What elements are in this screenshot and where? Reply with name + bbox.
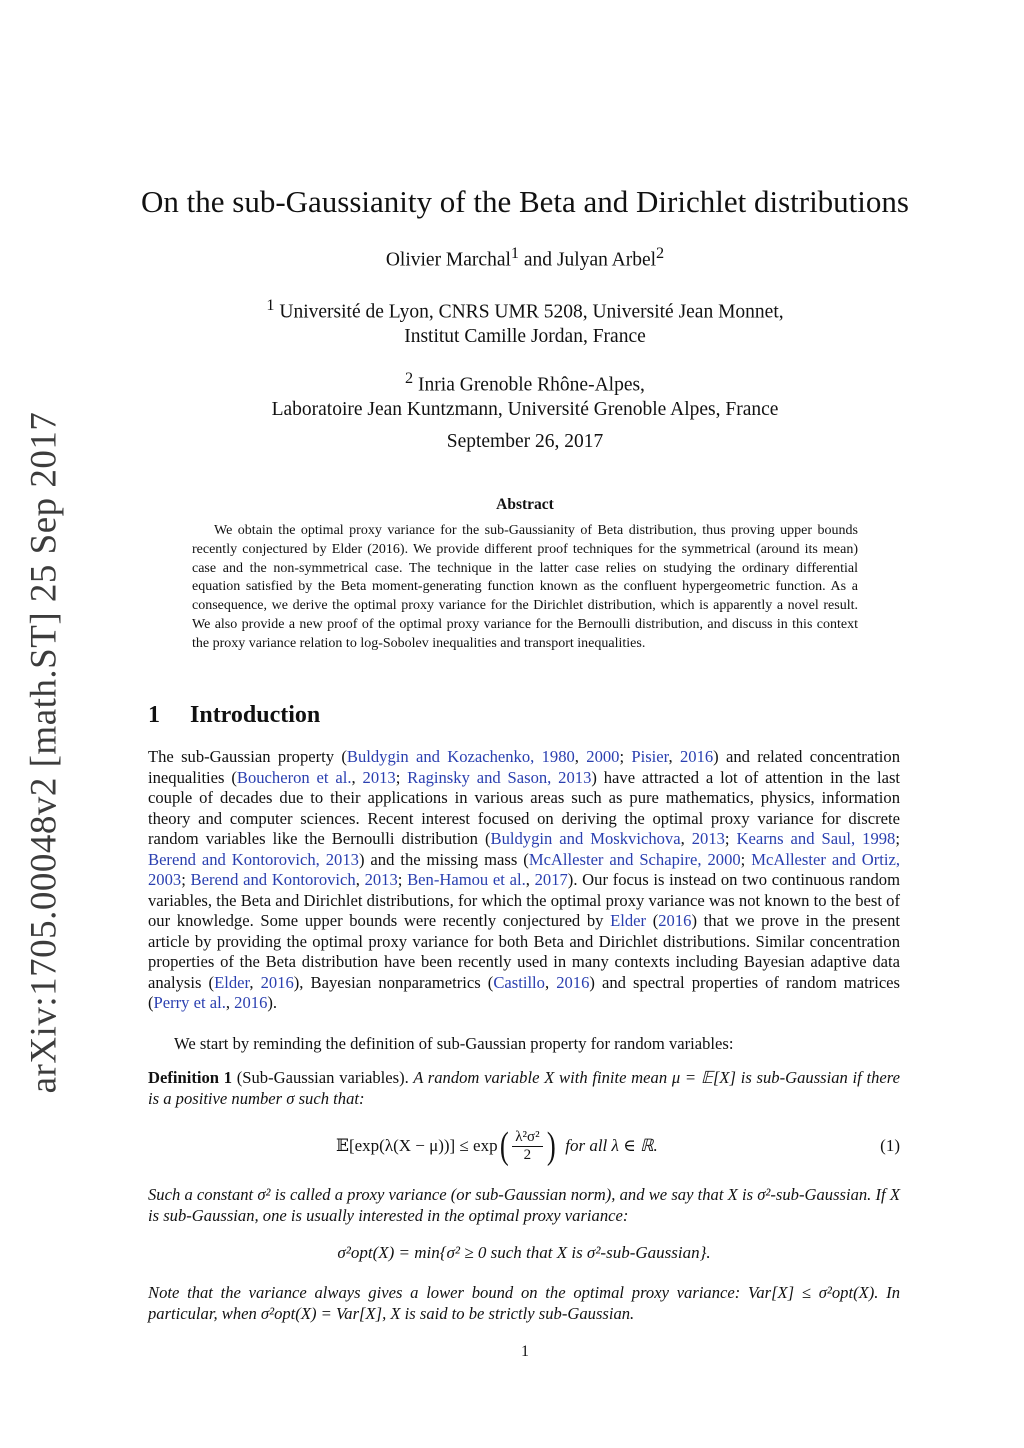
definition-text: A random variable X with finite mean μ = 𝔼[X] is sub-Gaussian if there is a positive number σ such that: (148, 1068, 900, 1108)
arxiv-identifier-stamp (16, 411, 72, 1094)
note-paragraph: Note that the variance always gives a lower bound on the optimal proxy variance: Var[X] ≤ σ²opt(X). In particular, when σ²opt(X) = Var[X], X is said to be strictly sub-Gaussian. (148, 1283, 900, 1323)
citation-link[interactable]: Perry et al. (153, 993, 226, 1012)
affiliation-2 (100, 366, 950, 422)
definition-name: (Sub-Gaussian variables). (236, 1068, 409, 1087)
author-name: Olivier Marchal (385, 249, 511, 271)
citation-link[interactable]: 2013 (362, 767, 396, 787)
arxiv-id-text: arXiv:1705.00048v2 [math.ST] 25 Sep 2017 (23, 411, 65, 1094)
citation-link[interactable]: 2016 (679, 747, 714, 766)
author-name: Julyan Arbel (556, 249, 657, 271)
paren-left: ( (499, 1125, 509, 1167)
equation-tag: (1) (880, 1136, 900, 1155)
affiliation-line: Université de Lyon, CNRS UMR 5208, Université Jean Monnet, (279, 301, 784, 323)
citation-link[interactable]: 2000 (586, 747, 620, 766)
introduction-paragraph: The sub-Gaussian property (Buldygin and Kozachenko, 1980, 2000; Pisier, 2016) and related concentration inequalities (Boucheron et al., 2013; Raginsky and Sason, 2013) have attracted a lot of attention in the last couple of decades due to their applications in various areas such as pure mathematics, physics, information theory and computer sciences. Recent interest focused on deriving the optimal proxy variance for discrete random variables like the Bernoulli distribution (Buldygin and Moskvichova, 2013; Kearns and Saul, 1998; Berend and Kontorovich, 2013) and the missing mass (McAllester and Schapire, 2000; McAllester and Ortiz, 2003; Berend and Kontorovich, 2013; Ben-Hamou et al., 2017). Our focus is instead on two continuous random variables, the Beta and Dirichlet distributions, for which the optimal proxy variance was not known to the best of our knowledge. Some upper bounds were recently conjectured by Elder (2016) that we prove in the present article by providing the optimal proxy variance for both Beta and Dirichlet distributions. Similar concentration properties of the Beta distribution have been recently used in many contexts including Bayesian adaptive data analysis (Elder, 2016), Bayesian nonparametrics (Castillo, 2016) and spectral properties of random matrices (Perry et al., 2016). (148, 747, 901, 1012)
affiliation-line: Institut Camille Jordan, France (404, 325, 646, 347)
citation-link[interactable]: 2016 (234, 993, 268, 1012)
page-number: 1 (521, 1343, 529, 1360)
citation-link[interactable]: Boucheron et al. (236, 767, 352, 787)
citation-link[interactable]: 2016 (658, 911, 692, 930)
equation-optimal-proxy: σ²opt(X) = min{σ² ≥ 0 such that X is σ²-sub-Gaussian}. (337, 1243, 711, 1262)
citation-link[interactable]: Berend and Kontorovich, 2013 (148, 849, 359, 869)
citation-link[interactable]: Elder (610, 911, 647, 930)
section-heading (148, 702, 320, 729)
abstract-heading: Abstract (496, 496, 554, 513)
citation-link[interactable]: 2017 (534, 870, 568, 889)
fraction-numerator: λ²σ² (512, 1129, 542, 1147)
author-affiliation-mark: 2 (656, 244, 665, 262)
citation-link[interactable]: McAllester and Schapire, 2000 (528, 849, 741, 869)
definition-label: Definition 1 (148, 1068, 233, 1087)
section-title: Introduction (190, 702, 321, 728)
citation-link[interactable]: McAllester and Ortiz, 2003 (148, 849, 900, 889)
publication-date: September 26, 2017 (446, 431, 604, 452)
proxy-variance-paragraph: Such a constant σ² is called a proxy variance (or sub-Gaussian norm), and we say that X is σ²-sub-Gaussian. If X is sub-Gaussian, one is usually interested in the optimal proxy variance: (148, 1185, 900, 1225)
definition-lead-paragraph: We start by reminding the definition of sub-Gaussian property for random variables: (174, 1034, 734, 1053)
citation-link[interactable]: Buldygin and Kozachenko, 1980 (346, 747, 575, 766)
affiliation-line: Inria Grenoble Rhône-Alpes, (418, 374, 645, 396)
affiliation-line: Laboratoire Jean Kuntzmann, Université Grenoble Alpes, France (271, 398, 779, 420)
citation-link[interactable]: Pisier (631, 747, 669, 766)
citation-link[interactable]: 2013 (691, 829, 725, 848)
fraction (512, 1129, 542, 1164)
citation-link[interactable]: Kearns and Saul, 1998 (736, 829, 896, 848)
citation-link[interactable]: Castillo (493, 972, 545, 992)
citation-link[interactable]: Berend and Kontorovich (190, 870, 356, 889)
equation-condition: for all λ ∈ ℝ. (565, 1136, 658, 1155)
author-separator: and (519, 249, 557, 271)
citation-link[interactable]: Buldygin and Moskvichova (490, 829, 681, 848)
citation-link[interactable]: Raginsky and Sason, 2013 (407, 767, 592, 787)
author-list (100, 244, 950, 272)
citation-link[interactable]: 2016 (260, 972, 294, 992)
citation-link[interactable]: 2013 (364, 870, 398, 889)
section-number: 1 (148, 702, 160, 728)
equation-1 (148, 1122, 900, 1170)
equation-lhs: 𝔼[exp(λ(X − μ))] ≤ exp (336, 1136, 498, 1155)
citation-link[interactable]: Elder (214, 972, 250, 992)
citation-link[interactable]: Ben-Hamou et al. (407, 870, 526, 889)
paper-title: On the sub-Gaussianity of the Beta and Dirichlet distributions (141, 184, 909, 219)
affiliation-mark: 2 (405, 369, 414, 387)
affiliation-mark: 1 (266, 296, 275, 314)
definition-block (148, 1068, 900, 1109)
abstract-text: We obtain the optimal proxy variance for the sub-Gaussianity of Beta distribution, thus proving upper bounds recently conjectured by Elder (2016). We provide different proof techniques for the symmetrical (around its mean) case and the non-symmetrical case. The technique in the latter case relies on studying the ordinary differential equation satisfied by the Beta moment-generating function known as the confluent hypergeometric function. As a consequence, we derive the optimal proxy variance for the Dirichlet distribution, which is apparently a novel result. We also provide a new proof of the optimal proxy variance for the Bernoulli distribution, and discuss in this context the proxy variance relation to log-Sobolev inequalities and transport inequalities. (192, 523, 858, 651)
author-affiliation-mark: 1 (510, 244, 520, 262)
fraction-denominator: 2 (523, 1146, 532, 1163)
paren-right: ) (546, 1125, 556, 1167)
affiliation-1 (100, 293, 950, 349)
citation-link[interactable]: 2016 (556, 972, 590, 992)
